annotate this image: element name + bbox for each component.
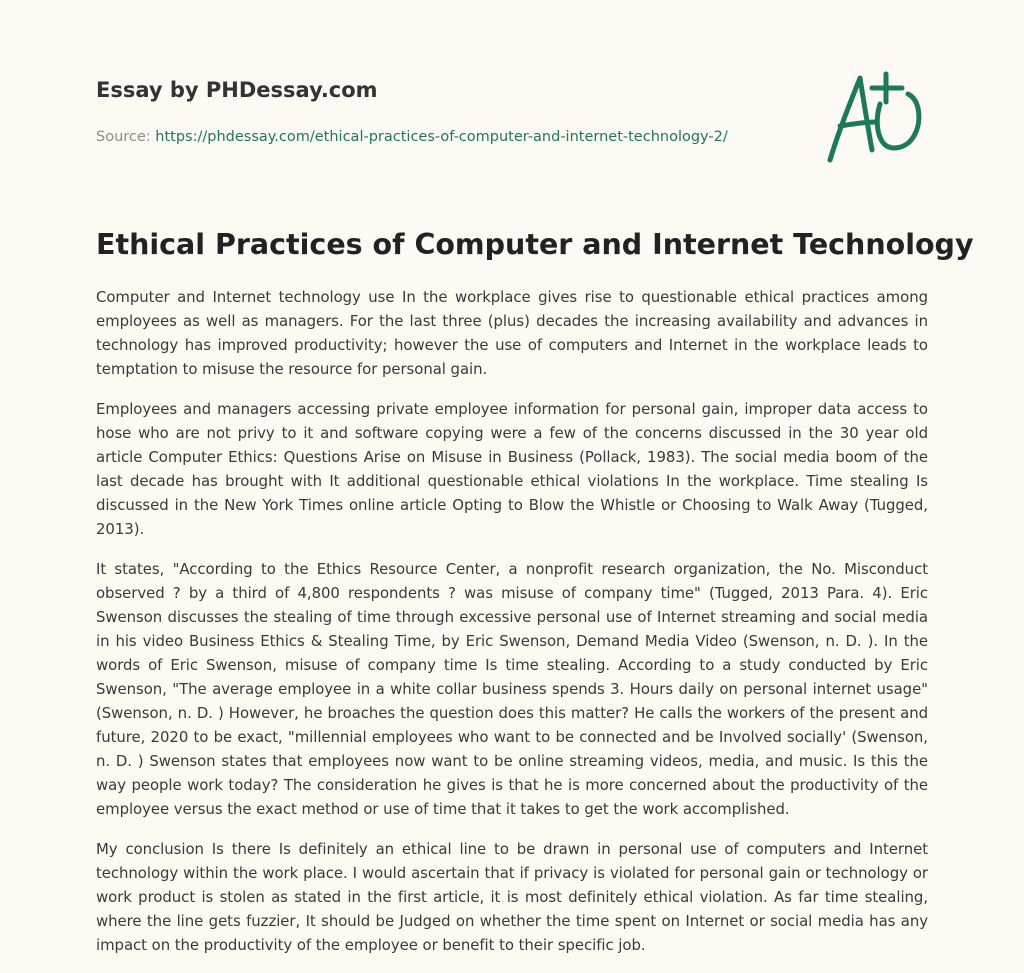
essay-paragraph: It states, "According to the Ethics Resource Center, a nonprofit research organization, the No. Misconduct observed ? by a third of 4,800 respondents ? was misuse of company time" (Tugged, 2013 Para. 4). Eric Swenson discusses the stealing of time through excessive personal use of Internet streaming and social media in his video Business Ethics & Stealing Time, by Eric Swenson, Demand Media Video (Swenson, n. D. ). In the words of Eric Swenson, misuse of company time Is time stealing. According to a study conducted by Eric Swenson, "The average employee in a white collar business spends 3. Hours daily on personal internet usage" (Swenson, n. D. ) However, he broaches the question does this matter? He calls the workers of the present and future, 2020 to be exact, "millennial employees who want to be connected and be Involved socially' (Swenson, n. D. ) Swenson states that employees now want to be online streaming videos, media, and music. Is this the way people work today? The consideration he gives is that he is more concerned about the productivity of the employee versus the exact method or use of time that it takes to get the work accomplished. <box>96 560 928 818</box>
source-link[interactable]: https://phdessay.com/ethical-practices-of-computer-and-internet-technology-2/ <box>155 129 728 145</box>
essay-title: Ethical Practices of Computer and Internet Technology <box>96 228 974 261</box>
source-line <box>96 127 796 147</box>
a-plus-logo-icon <box>820 68 930 168</box>
site-title: Essay by PHDessay.com <box>96 78 378 102</box>
source-label: Source: <box>96 129 156 145</box>
essay-paragraph: Employees and managers accessing private employee information for personal gain, improper data access to hose who are not privy to it and software copying were a few of the concerns discussed in the 30 year old article Computer Ethics: Questions Arise on Misuse in Business (Pollack, 1983). The social media boom of the last decade has brought with It additional questionable ethical violations In the workplace. Time stealing Is discussed in the New York Times online article Opting to Blow the Whistle or Choosing to Walk Away (Tugged, 2013). <box>96 400 928 538</box>
page-header <box>96 76 796 147</box>
essay-body <box>96 285 928 973</box>
essay-paragraph: Computer and Internet technology use In the workplace gives rise to questionable ethical practices among employees as well as managers. For the last three (plus) decades the increasing availability and advances in technology has improved productivity; however the use of computers and Internet in the workplace leads to temptation to misuse the resource for personal gain. <box>96 288 928 378</box>
essay-paragraph: My conclusion Is there Is definitely an ethical line to be drawn in personal use of computers and Internet technology within the work place. I would ascertain that if privacy is violated for personal gain or technology or work product is stolen as stated in the first article, it is most definitely ethical violation. As far time stealing, where the line gets fuzzier, It should be Judged on whether the time spent on Internet or social media has any impact on the productivity of the employee or benefit to their specific job. <box>96 840 928 954</box>
